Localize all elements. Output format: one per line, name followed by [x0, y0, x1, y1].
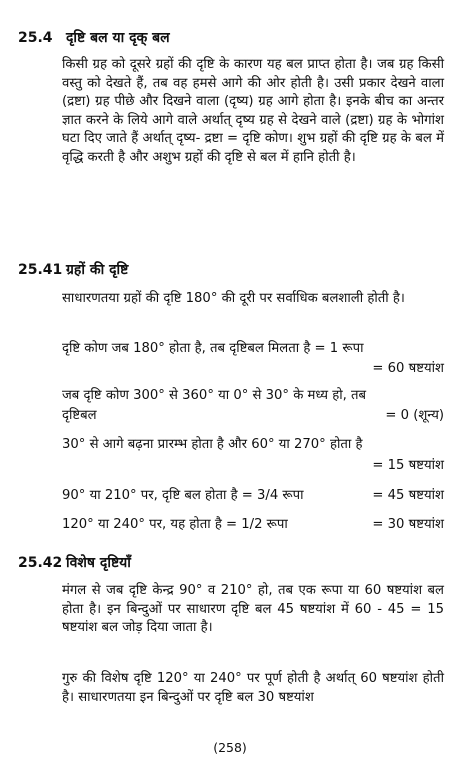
aspect-line-left: 90° या 210° पर, दृष्टि बल होता है = 3/4 रूपा: [62, 488, 304, 503]
aspect-line-right: = 60 षष्टयांश: [372, 361, 444, 376]
aspect-line: [62, 338, 444, 358]
section-heading-25-42: [18, 553, 131, 572]
aspect-line-left: 30° से आगे बढ़ना प्रारम्भ होता है और 60° या 270° होता है: [62, 437, 363, 452]
aspect-line: [62, 405, 444, 425]
aspect-line-left: जब दृष्टि कोण 300° से 360° या 0° से 30° के मध्य हो, तब: [62, 388, 367, 403]
aspect-line-left: 120° या 240° पर, यह होता है = 1/2 रूपा: [62, 517, 288, 532]
aspect-line-right: = 30 षष्टयांश: [372, 517, 444, 532]
aspect-line-left: दृष्टि कोण जब 180° होता है, तब दृष्टिबल मिलता है = 1 रूपा: [62, 341, 364, 356]
aspect-line-left: दृष्टिबल: [62, 408, 97, 423]
section-title: विशेष दृष्टियाँ: [66, 555, 131, 571]
section-number: 25.42: [18, 555, 63, 571]
aspect-line: [62, 455, 444, 475]
page-number: (258): [213, 740, 247, 755]
aspect-line-right: = 0 (शून्य): [385, 408, 444, 423]
section-heading-25-41: [18, 260, 128, 279]
aspect-line-right: = 45 षष्टयांश: [372, 488, 444, 503]
section-25-42-paragraph-2: गुरु की विशेष दृष्टि 120° या 240° पर पूर्ण होती है अर्थात् 60 षष्टयांश होती है। साधारणतया इन बिन्दुओं पर दृष्टि बल 30 षष्टयांश: [62, 671, 444, 705]
section-number: 25.4: [18, 30, 53, 46]
aspect-line: [62, 385, 444, 405]
section-25-4-paragraph: किसी ग्रह को दूसरे ग्रहों की दृष्टि के कारण यह बल प्राप्त होता है। जब ग्रह किसी वस्तु को देखते हैं, तब वह हमसे आगे की ओर होती है। उसी प्रकार देखने वाला (द्रष्टा) ग्रह पीछे और दिखने वाला (दृष्य) ग्रह आगे होता है। इनके बीच का अन्तर ज्ञात करने के लिये आगे वाले अर्थात् दृष्य ग्रह से देखने वाले (द्रष्टा) ग्रह के भोगांश घटा दिए जाते हैं अर्थात् दृष्य- द्रष्टा = दृष्टि कोण। शुभ ग्रहों की दृष्टि ग्रह के बल में वृद्धि करती है और अशुभ ग्रहों की दृष्टि से बल में हानि होती है।: [62, 57, 444, 165]
aspect-line-right: = 15 षष्टयांश: [372, 458, 444, 473]
aspect-line: [62, 514, 444, 534]
section-25-42-paragraph: मंगल से जब दृष्टि केन्द्र 90° व 210° हो, तब एक रूपा या 60 षष्टयांश बल होता है। इन बिन्दुओं पर साधारण दृष्टि बल 45 षष्टयांश में 60 - 45 = 15 षष्टयांश बल जोड़ दिया जाता है।: [62, 583, 444, 636]
section-heading-25-4: [18, 28, 170, 47]
section-title: दृष्टि बल या दृक् बल: [66, 30, 170, 46]
section-title: ग्रहों की दृष्टि: [66, 262, 129, 278]
aspect-line: [62, 358, 444, 378]
aspect-line: [62, 485, 444, 505]
section-number: 25.41: [18, 262, 63, 278]
aspect-line: [62, 434, 444, 454]
section-25-41-paragraph: साधारणतया ग्रहों की दृष्टि 180° की दूरी पर सर्वाधिक बलशाली होती है।: [62, 291, 405, 306]
